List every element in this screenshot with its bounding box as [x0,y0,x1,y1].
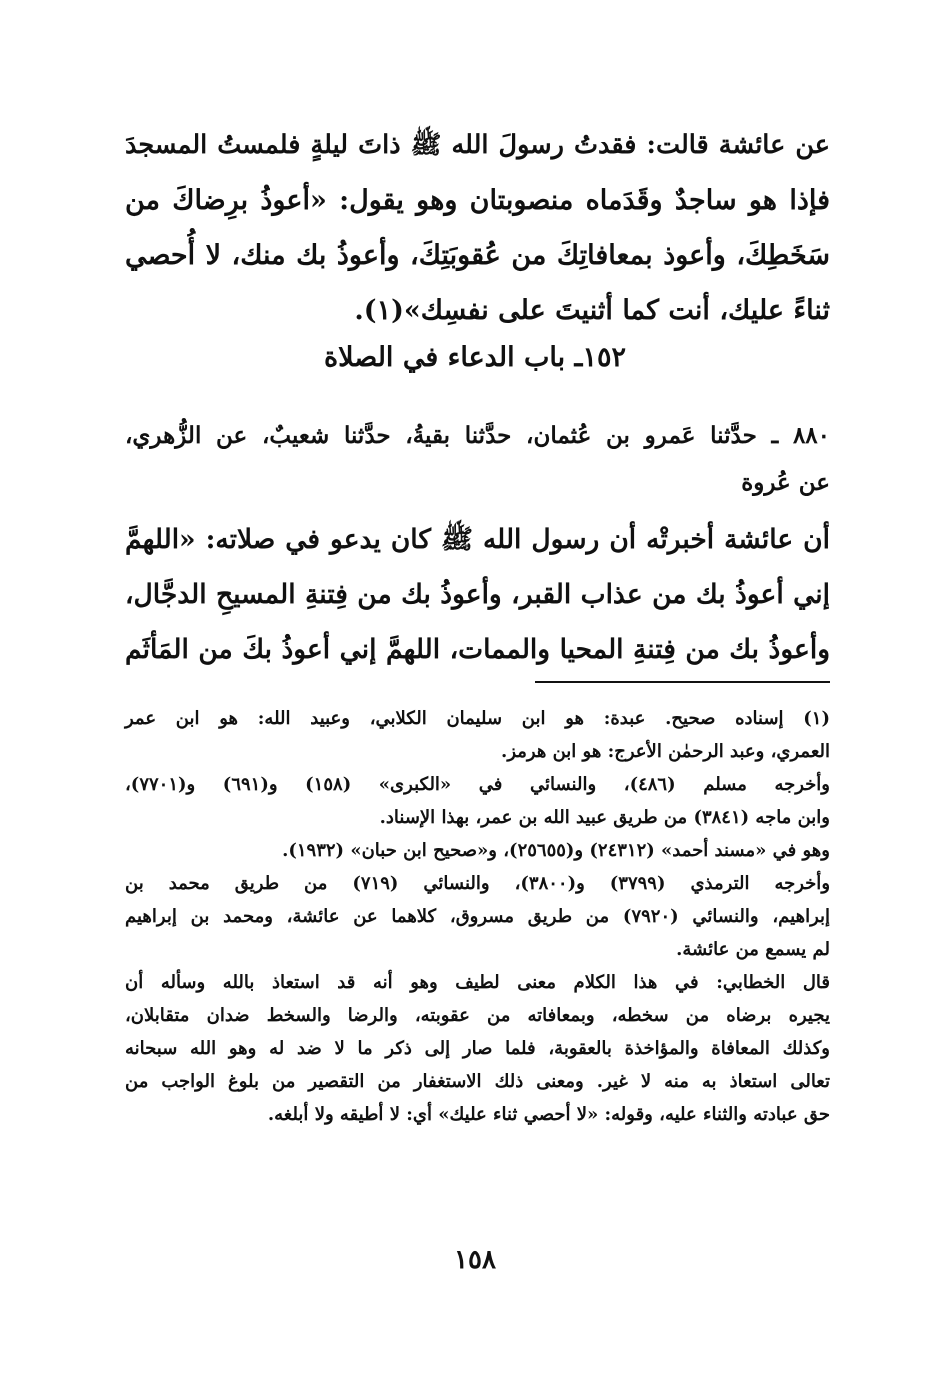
hadith-879-line: ثناءً عليك، أنت كما أثنيتَ على نفسِك»(١). [354,295,830,326]
footnote-line: لم يسمع من عائشة. [676,939,830,960]
footnote-separator [535,681,830,683]
hadith-879-line: فإذا هو ساجدٌ وقَدَماه منصوبتان وهو يقول: «أعوذُ برِضاكَ من [125,185,830,216]
footnote-line: حق عبادته والثناء عليه، وقوله: «لا أحصي ثناء عليك» أي: لا أطيقه ولا أبلغه. [267,1104,830,1125]
hadith-880-line: أن عائشة أخبرتْه أن رسول الله ﷺ كان يدعو في صلاته: «اللهمَّ [125,524,830,555]
footnote-line: العمري، وعبد الرحمٰن الأعرج: هو ابن هرمز. [501,741,830,762]
footnote-line: (١) إسناده صحيح. عبدة: هو ابن سليمان الكلابي، وعبيد الله: هو ابن عمر [125,708,830,729]
hadith-880-isnad [125,412,830,506]
footnotes [125,702,830,1131]
footnote-line: يجيره برضاه من سخطه، وبمعافاته من عقوبته، والرضا والسخط ضدان متقابلان، [125,1005,830,1026]
page-number: ١٥٨ [454,1245,496,1275]
footnote-line: وهو في «مسند أحمد» (٢٤٣١٢) و(٢٥٦٥٥)، و«صحيح ابن حبان» (١٩٣٢). [282,840,830,861]
isnad-line: ٨٨٠ ـ حدَّثنا عَمرو بن عُثمان، حدَّثنا بقيةُ، حدَّثنا شعيبٌ، عن الزُّهري، [125,422,830,449]
hadith-880-line: وأعوذُ بك من فِتنةِ المحيا والممات، اللهمَّ إني أعوذُ بكَ من المَأثَم [125,634,830,665]
hadith-880-line: إني أعوذُ بك من عذاب القبر، وأعوذُ بك من فِتنةِ المسيحِ الدجَّال، [125,579,830,610]
footnote-line: وابن ماجه (٣٨٤١) من طريق عبيد الله بن عمر، بهذا الإسناد. [379,807,830,828]
isnad-line: عن عُروة [741,469,830,496]
chapter-heading: ١٥٢ـ باب الدعاء في الصلاة [324,342,626,373]
footnote-line: إبراهيم، والنسائي (٧٩٢٠) من طريق مسروق، كلاهما عن عائشة، ومحمد بن إبراهيم [125,906,831,927]
hadith-879-text [125,118,830,338]
hadith-880-text [125,512,830,677]
footnote-line: تعالى استعاذ به منه لا غير. ومعنى ذلك الاستغفار من التقصير من بلوغ الواجب من [125,1071,830,1092]
footnote-line: وأخرجه الترمذي (٣٧٩٩) و(٣٨٠٠)، والنسائي (٧١٩) من طريق محمد بن [125,873,831,894]
hadith-879-line: سَخَطِكَ، وأعوذ بمعافاتِكَ من عُقوبَتِكَ، وأعوذُ بك منك، لا أُحصي [125,240,830,271]
hadith-879-line: عن عائشة قالت: فقدتُ رسولَ الله ﷺ ذاتَ ليلةٍ فلمستُ المسجدَ [125,130,830,160]
footnote-line: قال الخطابي: في هذا الكلام معنى لطيف وهو أنه قد استعاذ بالله وسأله أن [125,972,830,993]
footnote-line: وأخرجه مسلم (٤٨٦)، والنسائي في «الكبرى» (١٥٨) و(٦٩١) و(٧٧٠١)، [125,774,830,795]
footnote-line: وكذلك المعافاة والمؤاخذة بالعقوبة، فلما صار إلى ذكر ما لا ضد له وهو الله سبحانه [125,1038,830,1059]
